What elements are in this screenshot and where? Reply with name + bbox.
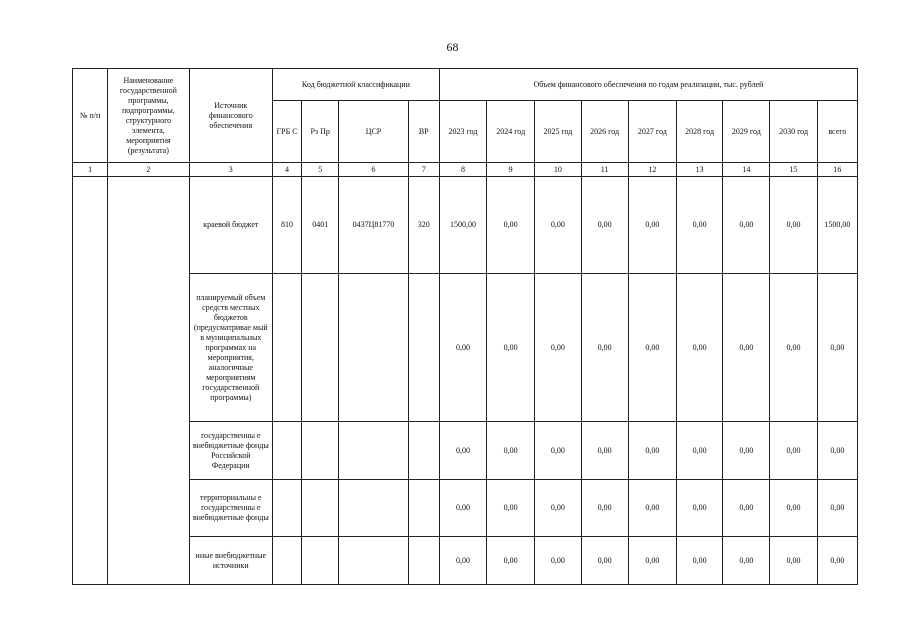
rzpr-cell [302,422,339,480]
value-cell: 0,00 [817,274,857,422]
source-cell: территориальны е государственны е внебюджетные фонды [189,480,272,537]
grbs-cell [272,422,301,480]
col-number: 14 [723,163,770,177]
vr-cell [408,274,439,422]
value-cell: 0,00 [770,274,817,422]
value-cell: 0,00 [581,274,628,422]
value-cell: 0,00 [817,422,857,480]
header-name: Наименование государственной программы, подпрограммы, структурного элемента, мероприятия (результата) [108,69,189,163]
value-cell: 0,00 [439,537,486,585]
grbs-cell [272,537,301,585]
table-row [73,422,858,480]
row-number-cell [73,177,108,585]
vr-cell [408,422,439,480]
header-budget-code: Код бюджетной классификации [272,69,439,101]
value-cell: 0,00 [487,537,535,585]
value-cell: 0,00 [439,274,486,422]
vr-cell: 320 [408,177,439,274]
value-cell: 0,00 [676,480,722,537]
col-number: 13 [676,163,722,177]
table-row [73,537,858,585]
value-cell: 0,00 [487,274,535,422]
value-cell: 0,00 [770,537,817,585]
table-row [73,274,858,422]
header-year: 2024 год [487,101,535,163]
value-cell: 0,00 [535,177,581,274]
header-financing: Объем финансового обеспечения по годам реализации, тыс. рублей [439,69,857,101]
rzpr-cell [302,480,339,537]
header-year: 2027 год [628,101,676,163]
value-cell: 0,00 [817,537,857,585]
vr-cell [408,537,439,585]
col-number: 2 [108,163,189,177]
value-cell: 0,00 [535,422,581,480]
grbs-cell [272,480,301,537]
value-cell: 0,00 [676,177,722,274]
value-cell: 0,00 [581,480,628,537]
col-number: 6 [339,163,408,177]
vr-cell [408,480,439,537]
header-csr: ЦСР [339,101,408,163]
value-cell: 0,00 [723,480,770,537]
col-number: 4 [272,163,301,177]
value-cell: 0,00 [676,422,722,480]
col-number: 12 [628,163,676,177]
value-cell: 0,00 [770,480,817,537]
col-number: 16 [817,163,857,177]
value-cell: 0,00 [723,274,770,422]
col-number: 5 [302,163,339,177]
csr-cell: 0437Ц81770 [339,177,408,274]
value-cell: 0,00 [628,177,676,274]
source-cell: иные внебюджетные источники [189,537,272,585]
value-cell: 0,00 [628,422,676,480]
rzpr-cell [302,274,339,422]
grbs-cell: 810 [272,177,301,274]
value-cell: 0,00 [723,177,770,274]
header-rzpr: Рз Пр [302,101,339,163]
value-cell: 0,00 [581,177,628,274]
col-number: 11 [581,163,628,177]
value-cell: 0,00 [628,537,676,585]
rzpr-cell [302,537,339,585]
page-number: 68 [446,40,459,54]
value-cell: 0,00 [439,422,486,480]
csr-cell [339,537,408,585]
grbs-cell [272,274,301,422]
row-name-cell [108,177,189,585]
header-year: 2028 год [676,101,722,163]
col-number: 8 [439,163,486,177]
header-vr: ВР [408,101,439,163]
header-total: всего [817,101,857,163]
source-cell: государственны е внебюджетные фонды Российской Федерации [189,422,272,480]
value-cell: 0,00 [723,537,770,585]
value-cell: 1500,00 [439,177,486,274]
value-cell: 0,00 [628,480,676,537]
value-cell: 0,00 [487,177,535,274]
value-cell: 0,00 [770,177,817,274]
value-cell: 0,00 [581,422,628,480]
header-year: 2030 год [770,101,817,163]
value-cell: 0,00 [487,422,535,480]
csr-cell [339,480,408,537]
header-year: 2025 год [535,101,581,163]
source-cell: краевой бюджет [189,177,272,274]
header-grbs: ГРБ С [272,101,301,163]
value-cell: 0,00 [676,274,722,422]
value-cell: 0,00 [535,480,581,537]
rzpr-cell: 0401 [302,177,339,274]
value-cell: 0,00 [487,480,535,537]
col-number: 1 [73,163,108,177]
col-number: 9 [487,163,535,177]
financing-table [72,68,858,585]
value-cell: 0,00 [439,480,486,537]
header-source: Источник финансового обеспечения [189,69,272,163]
table-row [73,480,858,537]
col-number: 10 [535,163,581,177]
table-row [73,177,858,274]
header-year: 2023 год [439,101,486,163]
header-year: 2029 год [723,101,770,163]
col-number: 15 [770,163,817,177]
column-number-row [73,163,858,177]
value-cell: 0,00 [723,422,770,480]
col-number: 7 [408,163,439,177]
value-cell: 1500,00 [817,177,857,274]
csr-cell [339,422,408,480]
col-number: 3 [189,163,272,177]
source-cell: планируемый объем средств местных бюджетов (предусматривае мый в муниципальных программах на мероприятия, аналогичные мероприятиям государственной программы) [189,274,272,422]
header-num: № п/п [73,69,108,163]
value-cell: 0,00 [535,274,581,422]
value-cell: 0,00 [581,537,628,585]
value-cell: 0,00 [535,537,581,585]
value-cell: 0,00 [770,422,817,480]
csr-cell [339,274,408,422]
value-cell: 0,00 [817,480,857,537]
value-cell: 0,00 [628,274,676,422]
value-cell: 0,00 [676,537,722,585]
header-year: 2026 год [581,101,628,163]
